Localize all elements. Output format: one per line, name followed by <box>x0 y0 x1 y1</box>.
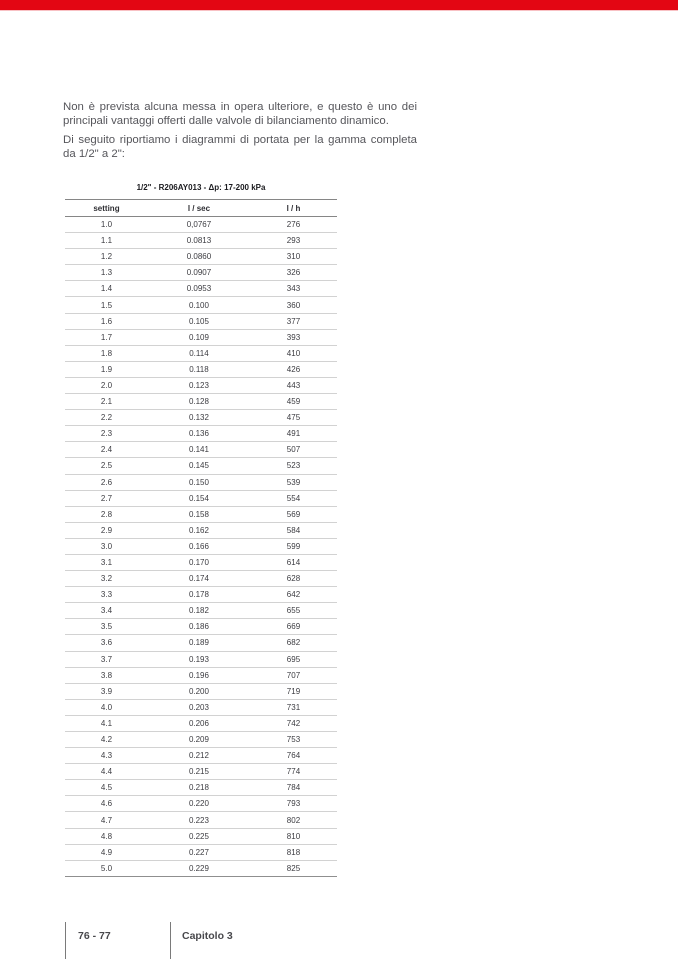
table-row <box>65 233 337 249</box>
l-sec-cell: 0.218 <box>148 780 250 796</box>
table-row <box>65 603 337 619</box>
setting-cell: 1.1 <box>65 233 148 249</box>
l-sec-cell: 0.220 <box>148 796 250 812</box>
setting-cell: 1.6 <box>65 313 148 329</box>
l-h-cell: 343 <box>250 281 337 297</box>
setting-cell: 1.8 <box>65 345 148 361</box>
setting-cell: 4.9 <box>65 844 148 860</box>
l-h-cell: 310 <box>250 249 337 265</box>
setting-cell: 3.3 <box>65 587 148 603</box>
table-row <box>65 748 337 764</box>
l-h-cell: 326 <box>250 265 337 281</box>
l-sec-cell: 0.196 <box>148 667 250 683</box>
table-row <box>65 683 337 699</box>
setting-cell: 1.4 <box>65 281 148 297</box>
l-h-cell: 276 <box>250 217 337 233</box>
setting-cell: 1.3 <box>65 265 148 281</box>
setting-cell: 1.7 <box>65 329 148 345</box>
setting-cell: 2.6 <box>65 474 148 490</box>
table-row <box>65 361 337 377</box>
table-row <box>65 506 337 522</box>
l-h-cell: 569 <box>250 506 337 522</box>
l-sec-cell: 0.132 <box>148 410 250 426</box>
l-h-cell: 426 <box>250 361 337 377</box>
setting-cell: 2.7 <box>65 490 148 506</box>
l-h-cell: 764 <box>250 748 337 764</box>
table-row <box>65 329 337 345</box>
table-row <box>65 699 337 715</box>
table-row <box>65 297 337 313</box>
setting-cell: 4.0 <box>65 699 148 715</box>
table-row <box>65 619 337 635</box>
setting-cell: 2.5 <box>65 458 148 474</box>
table-row <box>65 249 337 265</box>
l-h-cell: 774 <box>250 764 337 780</box>
l-h-cell: 393 <box>250 329 337 345</box>
table-row <box>65 780 337 796</box>
setting-cell: 5.0 <box>65 860 148 876</box>
setting-cell: 4.1 <box>65 715 148 731</box>
table-row <box>65 587 337 603</box>
table-row <box>65 442 337 458</box>
setting-cell: 4.3 <box>65 748 148 764</box>
table-title: 1/2" - R206AY013 - Δp: 17-200 kPa <box>136 183 266 192</box>
l-sec-cell: 0,0767 <box>148 217 250 233</box>
top-accent-bar <box>0 0 678 10</box>
setting-cell: 4.5 <box>65 780 148 796</box>
l-h-cell: 825 <box>250 860 337 876</box>
l-h-cell: 377 <box>250 313 337 329</box>
l-h-cell: 628 <box>250 571 337 587</box>
l-sec-cell: 0.145 <box>148 458 250 474</box>
l-sec-cell: 0.114 <box>148 345 250 361</box>
setting-cell: 3.0 <box>65 538 148 554</box>
table-row <box>65 217 337 233</box>
l-sec-cell: 0.223 <box>148 812 250 828</box>
l-sec-cell: 0.166 <box>148 538 250 554</box>
l-h-cell: 719 <box>250 683 337 699</box>
l-sec-cell: 0.0907 <box>148 265 250 281</box>
l-sec-cell: 0.178 <box>148 587 250 603</box>
l-h-cell: 682 <box>250 635 337 651</box>
table-row <box>65 345 337 361</box>
l-sec-cell: 0.189 <box>148 635 250 651</box>
setting-cell: 2.2 <box>65 410 148 426</box>
l-h-cell: 507 <box>250 442 337 458</box>
table-row <box>65 715 337 731</box>
table-row <box>65 651 337 667</box>
l-h-cell: 554 <box>250 490 337 506</box>
l-sec-cell: 0.206 <box>148 715 250 731</box>
setting-cell: 2.0 <box>65 377 148 393</box>
table-row <box>65 458 337 474</box>
l-h-cell: 695 <box>250 651 337 667</box>
column-header: l / h <box>250 200 337 217</box>
l-h-cell: 731 <box>250 699 337 715</box>
table-row <box>65 538 337 554</box>
l-h-cell: 410 <box>250 345 337 361</box>
l-sec-cell: 0.200 <box>148 683 250 699</box>
l-sec-cell: 0.0953 <box>148 281 250 297</box>
intro-paragraph-1: Non è prevista alcuna messa in opera ulteriore, e questo è uno dei principali vantaggi offerti dalle valvole di bilanciamento dinamico. <box>63 101 417 127</box>
l-h-cell: 742 <box>250 715 337 731</box>
l-sec-cell: 0.154 <box>148 490 250 506</box>
l-h-cell: 753 <box>250 732 337 748</box>
column-header: l / sec <box>148 200 250 217</box>
flow-rate-table <box>65 199 337 877</box>
l-sec-cell: 0.100 <box>148 297 250 313</box>
l-h-cell: 655 <box>250 603 337 619</box>
column-header: setting <box>65 200 148 217</box>
table-body <box>65 217 337 877</box>
l-h-cell: 293 <box>250 233 337 249</box>
l-sec-cell: 0.170 <box>148 554 250 570</box>
setting-cell: 2.1 <box>65 394 148 410</box>
setting-cell: 3.6 <box>65 635 148 651</box>
l-sec-cell: 0.123 <box>148 377 250 393</box>
table-row <box>65 812 337 828</box>
table-row <box>65 313 337 329</box>
table-row <box>65 377 337 393</box>
l-h-cell: 707 <box>250 667 337 683</box>
footer-divider-2 <box>170 922 171 959</box>
setting-cell: 2.9 <box>65 522 148 538</box>
setting-cell: 3.8 <box>65 667 148 683</box>
setting-cell: 3.9 <box>65 683 148 699</box>
setting-cell: 1.0 <box>65 217 148 233</box>
l-h-cell: 360 <box>250 297 337 313</box>
l-h-cell: 784 <box>250 780 337 796</box>
l-sec-cell: 0.182 <box>148 603 250 619</box>
table-row <box>65 764 337 780</box>
setting-cell: 4.6 <box>65 796 148 812</box>
setting-cell: 2.8 <box>65 506 148 522</box>
setting-cell: 4.8 <box>65 828 148 844</box>
l-h-cell: 793 <box>250 796 337 812</box>
table-header-row <box>65 200 337 217</box>
intro-text-block <box>63 100 417 161</box>
setting-cell: 4.7 <box>65 812 148 828</box>
setting-cell: 4.2 <box>65 732 148 748</box>
l-h-cell: 818 <box>250 844 337 860</box>
setting-cell: 3.5 <box>65 619 148 635</box>
setting-cell: 3.7 <box>65 651 148 667</box>
setting-cell: 2.3 <box>65 426 148 442</box>
l-sec-cell: 0.150 <box>148 474 250 490</box>
setting-cell: 1.9 <box>65 361 148 377</box>
table-row <box>65 796 337 812</box>
setting-cell: 3.4 <box>65 603 148 619</box>
l-sec-cell: 0.128 <box>148 394 250 410</box>
table-row <box>65 522 337 538</box>
l-h-cell: 491 <box>250 426 337 442</box>
table-row <box>65 474 337 490</box>
l-sec-cell: 0.227 <box>148 844 250 860</box>
l-h-cell: 642 <box>250 587 337 603</box>
l-h-cell: 523 <box>250 458 337 474</box>
l-h-cell: 810 <box>250 828 337 844</box>
page-number: 76 - 77 <box>78 930 111 942</box>
l-h-cell: 802 <box>250 812 337 828</box>
table-row <box>65 394 337 410</box>
table-row <box>65 635 337 651</box>
table-row <box>65 410 337 426</box>
l-sec-cell: 0.193 <box>148 651 250 667</box>
table-row <box>65 265 337 281</box>
table-row <box>65 490 337 506</box>
l-sec-cell: 0.215 <box>148 764 250 780</box>
l-h-cell: 459 <box>250 394 337 410</box>
l-h-cell: 599 <box>250 538 337 554</box>
l-sec-cell: 0.158 <box>148 506 250 522</box>
l-sec-cell: 0.109 <box>148 329 250 345</box>
table-row <box>65 571 337 587</box>
l-sec-cell: 0.174 <box>148 571 250 587</box>
l-sec-cell: 0.225 <box>148 828 250 844</box>
l-h-cell: 669 <box>250 619 337 635</box>
table-row <box>65 426 337 442</box>
l-sec-cell: 0.162 <box>148 522 250 538</box>
l-sec-cell: 0.118 <box>148 361 250 377</box>
setting-cell: 4.4 <box>65 764 148 780</box>
page-footer <box>0 922 678 959</box>
l-sec-cell: 0.141 <box>148 442 250 458</box>
l-sec-cell: 0.136 <box>148 426 250 442</box>
l-h-cell: 584 <box>250 522 337 538</box>
l-sec-cell: 0.203 <box>148 699 250 715</box>
l-h-cell: 443 <box>250 377 337 393</box>
setting-cell: 1.2 <box>65 249 148 265</box>
l-sec-cell: 0.229 <box>148 860 250 876</box>
setting-cell: 1.5 <box>65 297 148 313</box>
table-row <box>65 667 337 683</box>
intro-paragraph-2: Di seguito riportiamo i diagrammi di portata per la gamma completa da 1/2" a 2": <box>63 134 417 160</box>
footer-divider-1 <box>65 922 66 959</box>
table-row <box>65 828 337 844</box>
table-row <box>65 844 337 860</box>
setting-cell: 2.4 <box>65 442 148 458</box>
l-h-cell: 539 <box>250 474 337 490</box>
table-row <box>65 732 337 748</box>
table-row <box>65 554 337 570</box>
l-h-cell: 475 <box>250 410 337 426</box>
flow-rate-table-section <box>65 183 337 877</box>
chapter-label: Capitolo 3 <box>182 930 233 942</box>
setting-cell: 3.1 <box>65 554 148 570</box>
l-sec-cell: 0.209 <box>148 732 250 748</box>
l-sec-cell: 0.186 <box>148 619 250 635</box>
l-h-cell: 614 <box>250 554 337 570</box>
l-sec-cell: 0.0860 <box>148 249 250 265</box>
setting-cell: 3.2 <box>65 571 148 587</box>
table-row <box>65 281 337 297</box>
table-row <box>65 860 337 876</box>
l-sec-cell: 0.0813 <box>148 233 250 249</box>
l-sec-cell: 0.212 <box>148 748 250 764</box>
l-sec-cell: 0.105 <box>148 313 250 329</box>
